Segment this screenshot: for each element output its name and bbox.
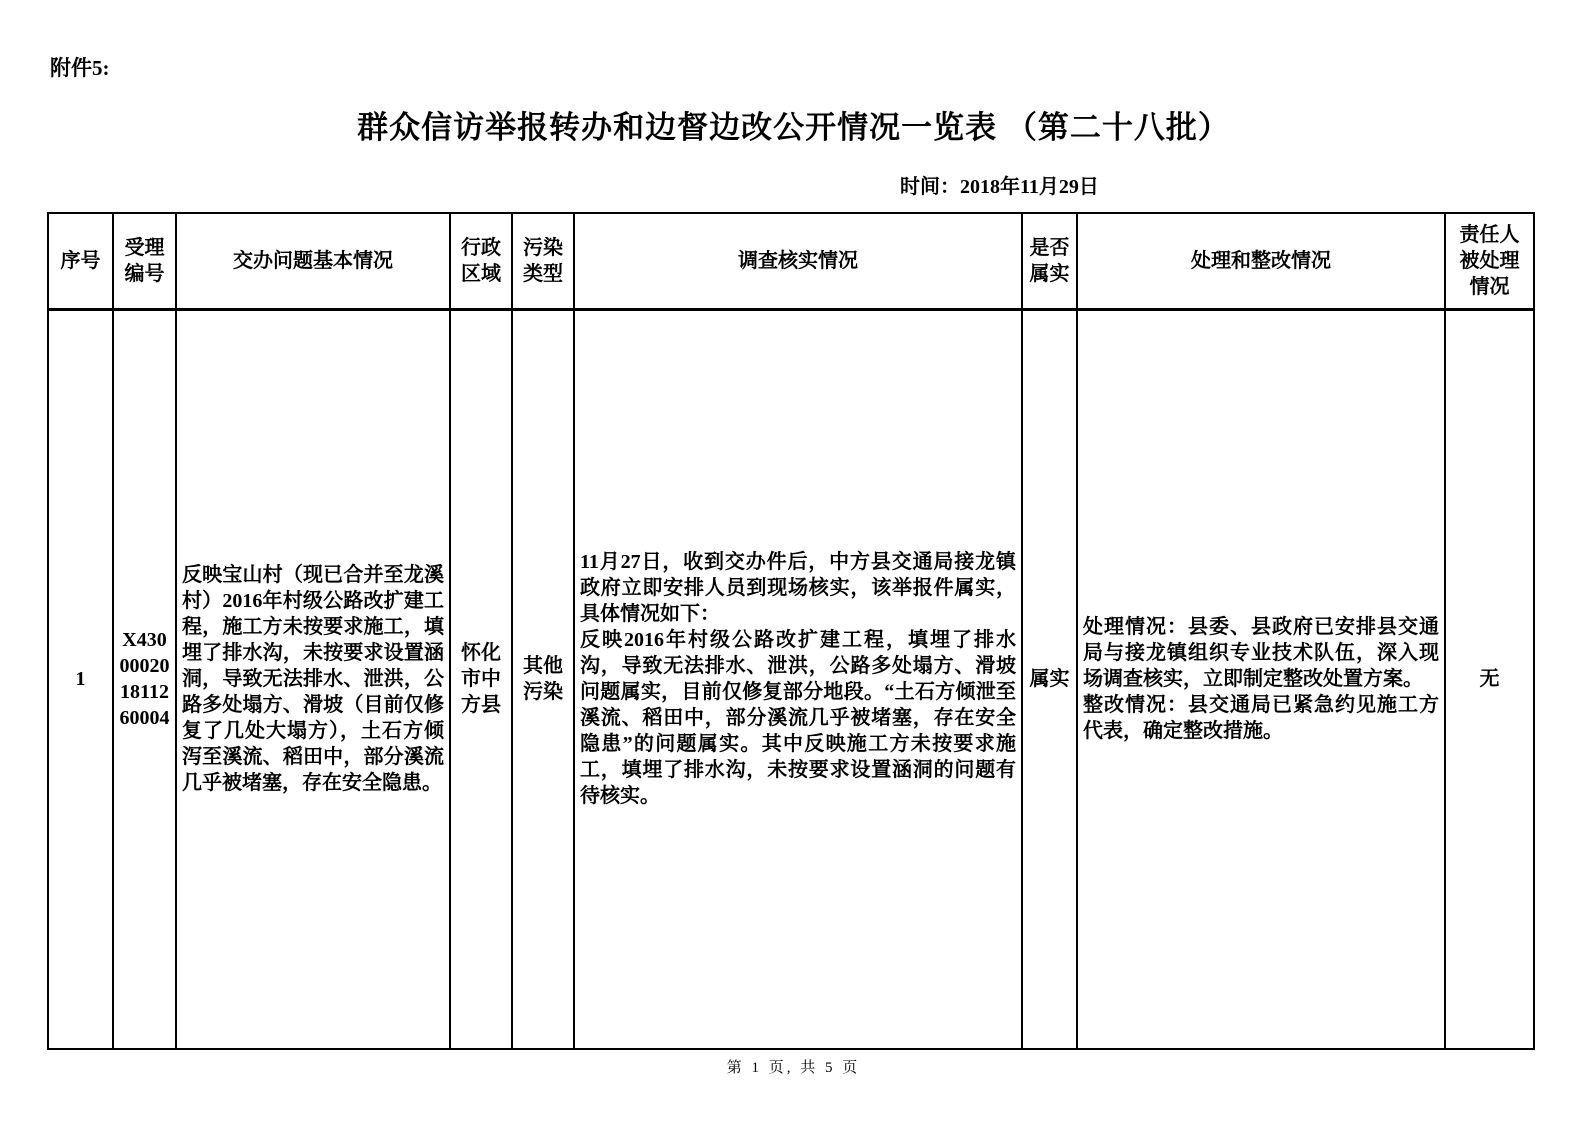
col-header-handling: 处理和整改情况 [1077,213,1445,309]
rectification-text: 县交通局已紧急约见施工方代表，确定整改措施。 [1083,694,1439,743]
report-table [47,212,1535,1050]
cell-pollution-type: 其他污染 [512,309,574,1049]
page-title: 群众信访举报转办和边督边改公开情况一览表 （第二十八批） [357,110,1230,145]
handling-label: 处理情况： [1083,616,1188,639]
investigation-paragraph: 反映2016年村级公路改扩建工程，填埋了排水沟，导致无法排水、泄洪，公路多处塌方、滑坡问题属实，目前仅修复部分地段。“土石方倾泄至溪流、稻田中，部分溪流几乎被堵塞，存在安全隐患”的问题属实。其中反映施工方未按要求施工，填埋了排水沟，未按要求设置涵洞的问题有待核实。 [580,629,1016,808]
attachment-label: 附件5: [50,56,110,80]
col-header-accountability: 责任人被处理情况 [1445,213,1534,309]
cell-accountability: 无 [1445,309,1534,1049]
col-header-investigation: 调查核实情况 [574,213,1022,309]
cell-problem: 反映宝山村（现已合并至龙溪村）2016年村级公路改扩建工程，施工方未按要求施工，填埋了排水沟，未按要求设置涵洞，导致无法排水、泄洪，公路多处塌方、滑坡（目前仅修复了几处大塌方），土石方倾泻至溪流、稻田中，部分溪流几乎被堵塞，存在安全隐患。 [176,309,450,1049]
col-header-verified: 是否属实 [1022,213,1077,309]
rectification-label: 整改情况： [1083,694,1188,717]
rectification-paragraph [1083,692,1439,744]
page-footer: 第 1 页, 共 5 页 [726,1060,861,1076]
cell-case-no: X430000201811260004 [113,309,176,1049]
handling-paragraph [1083,614,1439,692]
date-line: 时间：2018年11月29日 [900,176,1099,198]
table-row [48,309,1534,1049]
col-header-problem: 交办问题基本情况 [176,213,450,309]
col-header-case-no: 受理编号 [113,213,176,309]
handling-text: 县委、县政府已安排县交通局与接龙镇组织专业技术队伍，深入现场调查核实，立即制定整改处置方案。 [1083,616,1439,691]
header-row [48,213,1534,309]
col-header-seq: 序号 [48,213,113,309]
investigation-paragraph: 11月27日，收到交办件后，中方县交通局接龙镇政府立即安排人员到现场核实，该举报件属实，具体情况如下： [580,551,1016,626]
cell-handling [1077,309,1445,1049]
cell-region: 怀化市中方县 [450,309,512,1049]
cell-verified: 属实 [1022,309,1077,1049]
cell-seq: 1 [48,309,113,1049]
col-header-region: 行政区域 [450,213,512,309]
cell-investigation [574,309,1022,1049]
col-header-pollution-type: 污染类型 [512,213,574,309]
